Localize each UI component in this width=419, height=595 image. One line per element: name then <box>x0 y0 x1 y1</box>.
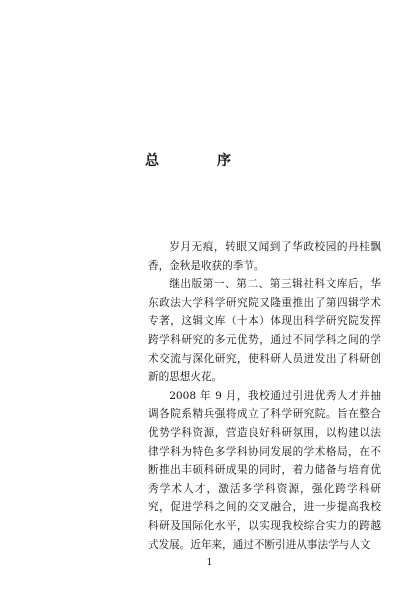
paragraph: 2008 年 9 月，我校通过引进优秀人才并抽调各院系精兵强将成立了科学研究院。旨在整合优势学科资源，营造良好科研氛围，以构建以法律学科为特色多学科协同发展的学术格局，在不断推出丰硕科研成果的同时，着力储备与培育优秀学术人才，激活多学科资源，强化跨学科研究，促进学科之间的交叉融合，进一步提高我校科研及国际化水平，以实现我校综合实力的跨越式发展。近年来，通过不断引进从事法学与人文 <box>148 389 381 551</box>
section-heading: 总 序 <box>145 153 253 169</box>
paragraph: 继出版第一、第二、第三辑社科文库后，华东政法大学科学研究院又隆重推出了第四辑学术专著，这辑文库（十本）体现出科学研究院发挥跨学科研究的多元优势，通过不同学科之间的学术交流与深化研究，使科研人员迸发出了科研创新的思想火花。 <box>148 278 381 384</box>
page-number: 1 <box>206 558 213 568</box>
body-text <box>148 238 381 554</box>
paragraph: 岁月无痕，转眼又闻到了华政校园的丹桂飘香，金秋是收获的季节。 <box>148 241 381 272</box>
